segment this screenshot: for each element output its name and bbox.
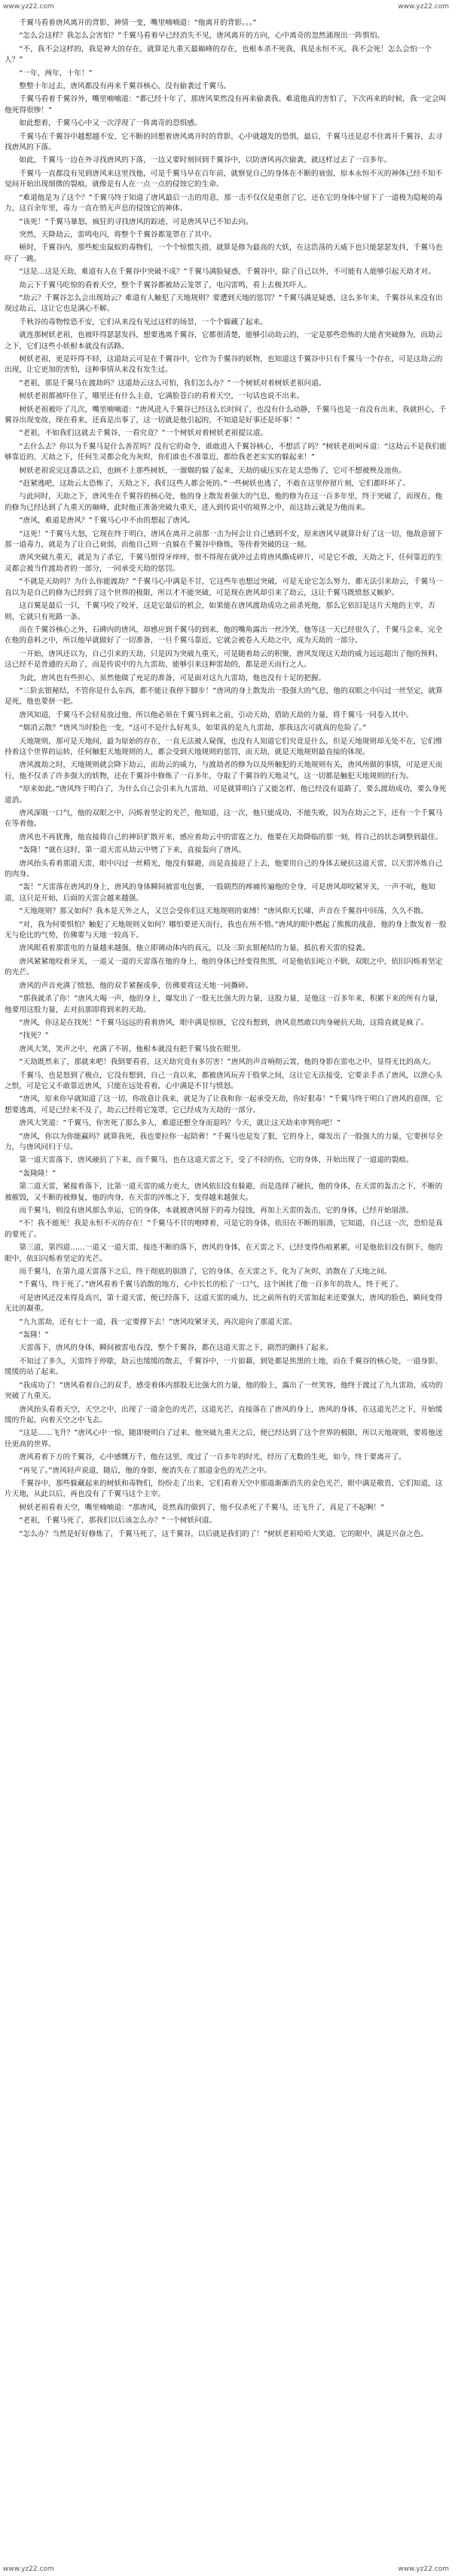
story-paragraph: “三阶玄银秘结，不管你是什么东西，都不能让我停下脚步！”唐风的身上散发出一股强大的气息，他的双眼之中闪过一丝坚定，就算是死，他也要拼一把。 [5,686,443,707]
story-paragraph: “怎么办？当然是好好修炼了，千翼马死了，这千翼谷，以后就是我们的了！”树妖老祖哈哈大笑道，它的眼中，满是兴奋之色。 [19,1529,429,1538]
story-paragraph: 唐风知道，千翼马不会轻易放过他，所以他必须在千翼马到来之前，引动天劫，借助天劫的力量，将千翼马一同卷入其中。 [19,710,414,719]
story-paragraph: “对，我为何要惧怕？触犯了天地规则又如何？哪怕要逆天而行，我也在所不惜。”唐风的眼中燃起了熊熊的战意，他的身上散发着一股无与伦比的气势，仿佛要与天地一较高下。 [5,920,447,940]
story-paragraph: 唐风大笑道：“千翼马，你害死了那么多人，难道还想全身而退吗？今天，就让这天劫来审判你吧！” [19,1119,341,1128]
story-paragraph: “赶紧逃吧，这劫云太恐怖了，天劫之下，我们这些人都会死的。”一些树妖也逃了，不敢在这里停留片刻，它们都吓坏了。 [19,480,411,489]
story-paragraph: “该死！”千翼马暴怒，疯狂的寻找唐风的踪迹，可是唐风早已不知去向。 [19,217,253,226]
story-paragraph: 这百翼是最后一只，千翼马咬了咬牙，这是它最后的机会，如果能在唐风渡劫成功之前杀死他，那么它依旧是这片天地的主宰，否则，它就只有死路一条。 [5,602,435,621]
story-paragraph: “再见了。”唐风轻声说道，随后，他的身影，便消失在了那道金色的光芒之中。 [19,1466,271,1475]
story-paragraph: 可是唐风还没来得及高兴，第十道天雷，便已经落下，这道天雷的威力，比之前所有的天雷加起来还要强大，唐风的脸色，瞬间变得无比的凝重。 [5,1293,443,1314]
story-paragraph: 唐风抬头看着那道天雷，眼中闪过一丝精光，他没有躲避，而是直接迎了上去，他要用自己的身体去硬抗这道天雷，以天雷淬炼自己的肉身。 [5,859,443,879]
story-paragraph: 第三道，第四道……一道又一道天雷，接连不断的落下，唐风的身体，在天雷之下，已经变得伤痕累累，可是他依旧没有倒下，他的眼中，依旧闪烁着坚定的光芒。 [5,1244,443,1263]
story-paragraph: 唐风渡劫之时，天地规则就会降下劫云，而劫云的威力，与渡劫者的修为以及所触犯的天地规则有关，唐风所做的事情，可是逆天而行，他不仅杀了许多强大的妖物，还在千翼谷中修炼了一百多年，夺取了千翼谷的天地灵气，这一切都是触犯天地规则的行为。 [5,761,443,780]
story-paragraph: “天劫既然来了，那就来吧！我倒要看看，这天劫究竟有多厉害！”唐风的声音响彻云霄，他的身影在雷电之中，显得无比的高大。 [19,1058,435,1067]
story-paragraph: “唐风，你这是在找死！”千翼马远远的看着唐风，眼中满是惊骇，它没有想到，唐风竟然敢以肉身硬抗天劫，这简直就是疯了。 [19,1018,429,1027]
story-paragraph: 唐风眼看着那雷电的力量越来越强，他立即调动体内的真元，以及三阶玄银秘结的力量，抵抗着天雷的侵袭。 [19,944,370,953]
story-paragraph: 千翼马一直都没有见到唐风来这里找他，可是千翼马早在百年前，就察觉自己的身体在不断的衰弱，原本永恒不灭的神体已经不知不觉间开始出现细微的裂痕，就像是有人在一点一点的侵蚀它的生命。 [5,169,443,189]
story-paragraph: “不就是天劫吗？为什么你能渡劫？”千翼马心中满是不甘，它这些年也想过突破，可是无论它怎么努力，都无法引来劫云，千翼马一直以为是自己的修为已经到了这个世界的极限，所以才不能突破，可是现在唐风却引来了劫云，这让千翼马既愤怒又嫉妒。 [5,578,443,597]
story-paragraph: “唐风，原来你早就知道了这一切，你故意让我来，就是为了让我和你一起承受天劫，你好狠毒！”千翼马终于明白了唐风的意图，它想要逃离，可是已经来不及了，劫云已经将它笼罩，它已经成为天劫的一部分。 [5,1095,443,1115]
watermark-top-left: www.yz22.com [3,3,54,11]
page-footer [0,2562,452,2576]
story-paragraph: 为此，唐风也有些担心，虽然他做了充足的准备，可是面对这九九雷劫，他也没有十足的把握。 [19,673,326,682]
story-paragraph: “轰隆！”就在这时，第一道天雷从劫云中劈了下来，直接轰向了唐风。 [19,846,246,855]
story-paragraph: 千秋谷的毒物惶恐不安，它们从来没有见过这样的场景，一个个躲藏了起来。 [19,317,267,327]
story-paragraph: “唐风，难道是唐风？”千翼马心中不由的想起了唐风。 [19,517,195,526]
story-paragraph: 而千翼马，在第九道天雷落下之后，终于彻底的崩溃了，它的身体，在天雷之下，化为了灰烬，消散在了天地之间。 [19,1268,392,1277]
story-paragraph: “这死！”千翼马大怒，它现在终于明白，唐风在离开之前那一击为何会让自己感到不安，原来唐风早就算计好了这一切，他故意留下那一道毒力，就是为了让自己衰弱，而他自己则一直躲在千翼谷中修炼，等待着突破的这一刻。 [5,529,443,550]
story-paragraph: “九九雷劫，还有七十一道，我一定要撑下去！”唐风咬紧牙关，再次迎向了那道天雷。 [19,1317,297,1326]
story-paragraph: “我成功了！”唐风看着自己的双手，感受着体内那股无比强大的力量，他的脸上，露出了一丝笑容，他终于渡过了九九雷劫，成功的突破了九重天。 [5,1381,443,1401]
story-paragraph: “去什么去？你以为千翼马是什么善茬吗？没有它的命令，谁敢进入千翼谷核心，不想活了吗？”树妖老祖呵斥道：“这劫云不是我们能够靠近的，天劫之下，任何生灵都会化为灰烬，你们谁也不准靠近，都给我老老实实的躲起来！” [5,442,447,462]
story-paragraph: 天雷落下，唐风的身体，瞬间被雷电吞没，整个千翼谷，都在这道天雷之下，剧烈的颤抖了起来。 [19,1344,333,1353]
story-paragraph: 千翼马在千翼谷中越想越不安，它不断的回想着唐风离开时的背影，心中就越发的恐惧，最后，千翼马还是忍不住离开千翼谷，去寻找唐风的下落。 [5,132,443,152]
story-paragraph: 唐风大笑，笑声之中，充满了不屑，他根本就没有把千翼马放在眼里。 [19,1044,246,1053]
story-paragraph: “不，我不会这样的，我是神大的存在，就算是九重天最巅峰的存在，也根本杀不死我，我是永恒不灭，我不会死！怎么会怕一个人？” [5,44,432,65]
story-paragraph: 千翼谷中，那些躲藏起来的树妖和毒物们，纷纷走了出来，它们看着天空中那道渐渐消失的金色光芒，眼中满是敬畏，它们知道，这片天地，从此以后，再也没有了千翼马这个主宰。 [5,1479,443,1499]
story-paragraph: 如此，千翼马一边在外寻找唐风的下落，一边又要时刻回到千翼谷中，以防唐风再次偷袭，就这样过去了一百多年。 [19,156,392,165]
page-header [0,0,452,14]
story-paragraph: 如此想着，千翼马心中又一次浮现了一阵离奇的恐惧感。 [19,119,202,128]
story-paragraph: “轰隆！” [19,1331,49,1340]
story-paragraph: “老祖，千翼马死了，那我们以后该怎么办？”一个树妖问道。 [19,1516,217,1526]
story-paragraph: 整整十年过去，唐风都没有再来千翼谷核心，没有偷袭过千翼马。 [19,82,231,91]
story-paragraph: “不！我不能死！我是永恒不灭的存在！”千翼马不甘的咆哮着，可是它的身体，依旧在不断的崩溃，它知道，自己这一次，恐怕是真的要死了。 [5,1219,443,1239]
story-paragraph: “这是……飞升？”唐风心中一惊，随即便明白了过来，他突破九重天之后，便已经达到了这个世界的极限，所以天地规则，要将他送往更高的世界。 [5,1429,443,1449]
story-paragraph: 树妖老祖看着天空，嘴里喃喃道：“那唐风，竟然真的做到了，他不仅杀死了千翼马，还飞升了，真是了不起啊！” [19,1503,385,1512]
story-paragraph: 唐风突破九重天，就是为了杀它，千翼马恨得牙痒痒，恨不得现在就冲过去将唐风撕成碎片，可是它不敢，天劫之下，任何靠近的生灵都会被当作渡劫者的一部分，一同承受天劫的惩罚。 [5,554,443,573]
story-paragraph: 突然，天降劫云，雷鸣电闪，将整个千翼谷都笼罩在了其中。 [19,230,216,239]
story-paragraph: “那我就杀了你！”唐风大喝一声，他的身上，爆发出了一股无比强大的力量，这股力量，是他这一百多年来，积累下来的所有力量，他要用这股力量，去对抗那即将到来的天劫。 [5,995,443,1014]
story-paragraph: 千翼马看着唐风离开的背影，神情一变，嘴里喃喃道：“他离开的背影。。。” [19,19,257,27]
story-paragraph: “千翼马，终于死了。”唐风看着千翼马消散的地方，心中长长的松了一口气，这个困扰了他一百多年的敌人，终于死了。 [19,1280,403,1290]
story-paragraph: 与此同时，天劫之下，唐风坐在千翼谷的核心处，他的身上散发着强大的气息，他的修为在这一百多年里，终于突破了，而现在，他的修为已经达到了九重天的巅峰，此时他正准备突破九重天，进入到传说中的境界之中，而这劫云就是为他而来。 [5,492,443,512]
story-paragraph: “老祖，那是千翼马在渡劫吗？这道劫云这么可怕，我们怎么办？”一个树妖对着树妖老祖问道。 [19,379,326,388]
watermark-top-right: www.yz22.com [398,3,449,11]
story-paragraph: 而在千翼谷核心之外，石碑内的唐风，却感应到千翼马的到来，他的嘴角露出一丝冷笑，他等这一天已经很久了，千翼马会来，完全在他的意料之中，所以他早就做好了一切准备，一旦千翼马靠近，它就会被卷入天劫之中，成为天劫的一部分。 [5,625,443,646]
story-paragraph: 树妖老祖被吓了几次，嘴里喃喃道：“唐风进入千翼谷已经这么长时间了，也没有什么动静，千翼马也是一直没有出来，我就担心，千翼谷出现变故，现在看来，还真是出事了，这一切就是他引起的，不知道是好事还是坏事！” [5,405,447,425]
watermark-bottom-left: www.yz22.com [3,2565,54,2573]
story-paragraph: “原来如此。”唐风终于明白了，为什么自己会引来九九雷劫，可是就算明白了又能怎样，他已经没有退路了，要么渡劫成功，要么身死道消。 [5,785,447,805]
story-paragraph: 唐风抬头看着天空，天空之中，出现了一道金色的光芒，这道光芒，直接落在了唐风的身上，唐风的身体，在这道光芒之下，开始缓缓的升起，向着天空之中飞去。 [5,1405,443,1424]
story-paragraph: 唐风深吸一口气，他的双眼之中，闪烁着坚定的光芒，他知道，这一次，他只能成功，不能失败，因为在劫云之下，还有一个千翼马在等着他。 [5,809,443,829]
story-paragraph: 天地规则，那可是天地间，最为原始的存在，一直无法被人窥探，也没有人知道它们究竟是什么，但是天地规则却无处不在，它们维持着这个世界的运转，任何触犯天地规则的人，都会受到天地规则的惩罚，而天劫，就是天地规则最直接的体现。 [5,737,443,756]
story-paragraph: “怎么会这样？我怎么会害怕？”千翼马看着早已经消失不见，唐风离开的方向，心中离奇的忽然涌现出一阵惧怕。 [19,32,385,41]
story-paragraph: “轰隆隆！” [19,1169,56,1178]
story-paragraph: 树妖老祖说完这番话之后，也顾不上那些树妖，一溜烟的躲了起来，天劫的威压实在是太恐怖了，它可不想被殃及池鱼。 [19,466,406,475]
paragraph-list [5,18,447,1540]
story-paragraph: “一年，两年，十年！” [19,69,93,78]
story-paragraph: “老祖，不如我们这就去千翼谷，一看究竟？”一个树妖对着树妖老祖提议道。 [19,429,268,438]
story-paragraph: 而千翼马，则没有唐风那么幸运，它的身体，本就被唐风留下的毒力侵蚀，再加上天雷的轰击，它的身体，已经开始崩溃。 [19,1207,414,1215]
story-paragraph: “轰！”天雷落在唐风的身上，唐风的身体瞬间被雷电包裹，一股剧烈的疼痛传遍他的全身，可是唐风却咬紧牙关，一声不吭，他知道，这只是开始，后面的天雷会越来越强。 [5,883,435,903]
story-paragraph: 劫云下千翼马吃惊的看着天空，整个千翼谷都被劫云笼罩了，电闪雷鸣，看上去极其吓人。 [19,281,311,290]
story-paragraph: 唐风看着下方的千翼谷，心中感慨万千，他在这里，度过了一百多年的时光，经历了无数的生死，如今，终于要离开了。 [19,1453,406,1462]
story-paragraph: 第二道天雷，紧接着落下，比第一道天雷的威力更大，唐风依旧没有躲避，而是选择了硬抗，他的身体，在天雷的轰击之下，不断的被摧毁，又不断的被修复，他的肉身，在天雷的淬炼之下，变得越来越强大。 [5,1182,443,1202]
story-paragraph: 第一道天雷落下，唐风硬抗了下来，而千翼马，也在这道天雷之下，受了不轻的伤，它的身体，开始出现了一道道的裂痕。 [19,1156,414,1165]
story-paragraph: 不知过了多久，天雷终于停歇，劫云也缓缓的散去，千翼谷中，一片狼藉，到处都是焦黑的土地，而在千翼谷的核心处，一道身影，缓缓的站了起来。 [5,1357,443,1377]
story-paragraph: 唐风紧紧地咬着牙关，一道又一道的天雷落在他的身上，他的身体已经变得焦黑，可是他依旧屹立不倒，双眼之中，依旧闪烁着坚定的光芒。 [5,957,443,977]
story-paragraph: “这是…这是天劫，难道有人在千翼谷中突破不成？”千翼马满脸疑惑，千翼谷中，除了自己以外，不可能有人能够引起天劫才对。 [19,268,435,277]
story-paragraph: 千翼马看着千翼谷外，嘴里喃喃道：“都已经十年了，那唐风果然没有再来偷袭我。难道他真的害怕了，下次再来的时候，我一定会叫他死得很惨！” [5,95,447,115]
story-paragraph: 唐风也不再犹豫，他直接将自己的神识扩散开来，感应着劫云中的雷霆之力，他要在天劫降临的那一刻，将自己的状态调整到最佳。 [19,833,443,842]
story-paragraph: 就连那树妖老祖，也被吓得瑟瑟发抖，想要逃离千翼谷，它都很清楚，能够引动劫云的，一定是那些恐怖的大能者突破修为，而劫云之下，它们这些小妖根本就没有活路。 [5,331,443,351]
story-paragraph: “难道他是为了这个？”千翼马终于知道了唐风最后一击的用意，那一击不仅仅是重创了它，还在它的身体中留下了一道极为隐秘的毒力，这百余年里，毒力一直在悄无声息的侵蚀它的神体。 [5,193,443,213]
watermark-bottom-right: www.yz22.com [398,2565,449,2573]
story-paragraph: “烟消云散？”唐风当时脸色一变，“这可不是什么好兆头，如果真的是九九雷劫，那我这次可就真的危险了。” [19,724,367,733]
story-paragraph: 树妖老祖，更是吓得不轻，这道劫云可是在千翼谷中，它作为千翼谷的妖物，也知道这千翼谷中只有千翼马一个存在，可是这劫云的出现，让它更加的害怕，这种事情从来没有发生过。 [5,354,443,375]
story-paragraph: 一开始，唐风还以为，自己引来的天劫，只是因为突破九重天，可是随着劫云的积聚，唐风发现这天劫的威力远远超出了他的预料，这已经不是普通的天劫了，而是传说中的九九雷劫，能够引来这种雷劫的，都是逆天而行之人。 [5,649,443,670]
story-paragraph: 唐风的声音充满了愤怒，他的双手紧握成拳，仿佛要将这天地一同撕碎。 [19,981,253,990]
story-paragraph: “劫云？千翼谷怎么会出现劫云？难道有人触犯了天地规则？要遭到天地的惩罚？”千翼马满是疑惑，这么多年来，千翼谷从来没有出现过劫云，这让它也是满心不解。 [5,293,443,314]
story-body [0,18,452,2558]
story-paragraph: 树妖老祖都被吓住了，哪里还有什么主意，它满脸苍白的看着天空，一句话也说不出来。 [19,392,304,401]
story-paragraph: 千翼马，也是怒到了极点，它没有想到，自己一直以来，都被唐风玩弄于股掌之间，这让它无法接受，它要亲手杀了唐风，以泄心头之恨，可是它又不敢靠近唐风，只能在远处看着，心中满是不甘与愤怒。 [5,1071,443,1090]
story-paragraph: 顿时，千翼谷内，那些蛇虫鼠蚁的毒物们，一个个惊慌失措，就算是修为最高的大妖，在这浩荡的天威下也只能瑟瑟发抖，千翼马也吓了一跳。 [5,244,443,263]
story-paragraph: “天地规则？那又如何？我本是天外之人，又岂会受你们这天地规则的束缚！”唐风仰天长啸，声音在千翼谷中回荡，久久不散。 [19,907,429,916]
story-paragraph: “找死？” [19,1032,49,1041]
story-paragraph: “唐风，你以为你能赢吗？就算我死，我也要拉你一起陪葬！”千翼马也是发了狠，它的身上，爆发出了一股强大的力量，它要拼尽全力，与唐风同归于尽。 [5,1132,443,1152]
